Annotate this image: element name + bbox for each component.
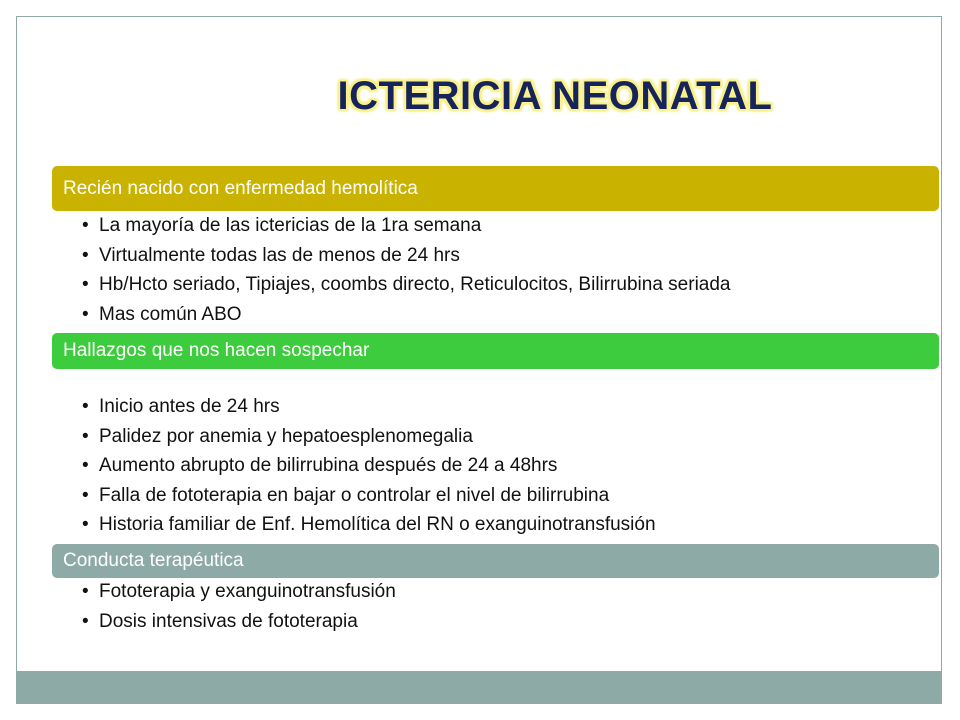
list-item: • Dosis intensivas de fototerapia xyxy=(82,611,396,641)
list-item: • Inicio antes de 24 hrs xyxy=(82,396,656,426)
list-item: • Fototerapia y exanguinotransfusión xyxy=(82,581,396,611)
section-list-therapeutic-approach xyxy=(82,581,396,640)
list-item: • Falla de fototerapia en bajar o controlar el nivel de bilirrubina xyxy=(82,485,656,515)
list-item: • Mas común ABO xyxy=(82,304,731,334)
section-list-hemolytic-disease xyxy=(82,215,731,333)
section-header-hemolytic-disease: Recién nacido con enfermedad hemolítica xyxy=(52,166,939,211)
footer-bar xyxy=(17,671,941,703)
list-item: • Hb/Hcto seriado, Tipiajes, coombs directo, Reticulocitos, Bilirrubina seriada xyxy=(82,274,731,304)
section-list-suspicious-findings xyxy=(82,396,656,544)
section-header-suspicious-findings: Hallazgos que nos hacen sospechar xyxy=(52,333,939,369)
list-item: • Palidez por anemia y hepatoesplenomegalia xyxy=(82,426,656,456)
section-header-therapeutic-approach: Conducta terapéutica xyxy=(52,544,939,578)
slide-title: ICTERICIA NEONATAL xyxy=(337,74,773,118)
list-item: • Historia familiar de Enf. Hemolítica del RN o exanguinotransfusión xyxy=(82,514,656,544)
list-item: • La mayoría de las ictericias de la 1ra semana xyxy=(82,215,731,245)
list-item: • Virtualmente todas las de menos de 24 hrs xyxy=(82,245,731,275)
list-item: • Aumento abrupto de bilirrubina después de 24 a 48hrs xyxy=(82,455,656,485)
